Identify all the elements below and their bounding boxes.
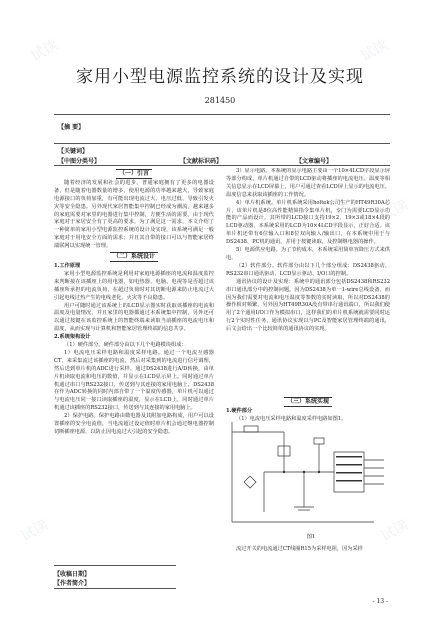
author-code: 281450 bbox=[204, 96, 236, 105]
subheading: 1.工作原理 bbox=[54, 262, 81, 269]
paragraph: 随着经济的发展和社会的进步，普通家庭拥有了更多的电器设备，但是随着电器数量的增多，使用电源的功率越来越大，导致家庭电源接口的负荷加重，有可能出现电流过大、电压过低、导致引发火灾等安全隐患。另外现代家居智能集中控制已经成为潮流，越来越多的家庭需要对家里的电器进行集中控制，方便生活的需要。由于现代家庭对于家居安全有了更高的要求，为了满足这一需求，本文介绍了一种简单的家用小型电源监控系统的设计及实现，该系统可满足一般家庭对于用电安全方面的需求；并且其自带的接口可以与智能家居终端联网以实现统一管理。 bbox=[54, 179, 214, 250]
divider bbox=[54, 143, 390, 144]
article-no-label: 【文章编号】 bbox=[296, 158, 333, 165]
paragraph: 4）单片机系统。单片机系统采用holtek公司生产的HT49R30A芯片，该单片机是8位高性能精简指令集单片机，专门为需要LCD显示功能的产品而设计。其所带的LCD接口支持19×2、19×3或18×4段的LCD驱动器，本系统采用的LCD为10×4LCD字段显示，正好合适。该单片机还带有6位输入口和8位双向输入/输出口，在本系统中用于与DS2438、PC机的通讯，并用于按键读取，及控制继电器的操作。 bbox=[226, 199, 390, 246]
paragraph: 流过开关的电流通过CT线圈R15为采样电阻，因为采样 bbox=[236, 546, 363, 552]
received-date-label: 【收稿日期】 bbox=[54, 571, 91, 578]
paragraph: （1）硬件部分。硬件部分由以下几个电路模块组成： bbox=[64, 342, 187, 349]
page-number: - 13 - bbox=[372, 598, 388, 605]
circuit-diagram-figure bbox=[224, 412, 392, 532]
divider bbox=[54, 165, 390, 166]
watermark: 试读 bbox=[378, 196, 411, 225]
divider bbox=[54, 114, 390, 115]
watermark: 试读 bbox=[358, 36, 391, 65]
clc-label: 【中图分类号】 bbox=[58, 158, 101, 165]
paragraph: 3）显示电路。本系统的显示电路主要由一个10×4LCD字段显示屏等部分构成，单片机通过自带的LCD驱动将插座的电流电压、温度等相关信息显示在LCD屏幕上，用户可通过查看LCD屏上显示的电流电压、温度信息来获取该插座的工作情况。 bbox=[226, 168, 390, 198]
figure-caption: 图1 bbox=[306, 534, 316, 540]
watermark: 试读 bbox=[18, 516, 51, 545]
paragraph: 2）保护电路。保护电路由微电器及其附加电路构成，用户可以设置插座的安全电流值，当电流超过设定值时单片机会通过继电器控制切断插座电源，以防止因电流过大引起的安全隐患。 bbox=[54, 413, 214, 435]
watermark: 试读 bbox=[28, 36, 61, 65]
author-bio-label: 【作者简介】 bbox=[54, 580, 91, 587]
section-heading: （二）系统设计 bbox=[54, 252, 214, 262]
section-heading: （三）系统实现 bbox=[226, 397, 390, 407]
paragraph: 5）电源供应电路。为了节约成本，本系统采用简单容降压方式来供电。 bbox=[226, 247, 390, 261]
paragraph: 用户可随时通过该系统上的LCD显示器实时获取该插座的电流和温度及电量情况，并且家里的电器都通过本系统集中控制，另外还可以通过按键在该监控系统上的智能终端来读取当前插座的电流电压和温度，从而实现与计算机和智能家居管理终端的信息共享。 bbox=[54, 302, 214, 333]
paragraph: 家用小型电源监控系统是利用对家庭电源插座的电流和温度监控来判断接在该插座上的用电器，如电热器、电脑、电视等是否超过该插座所承担的电流负荷，在超过负荷时对其切断电源来防止电流过大引起电线过热产生的电线老化、火灾等不良隐患。 bbox=[54, 270, 214, 301]
paragraph: 1）电流电压采样电路和温度采样电路。通过一个电流互感器CT，来采集流过该插座的电流，然后对采集到的电流进行信号调理，然后送到单片机的ADC进行采样，通过DS2438进行A/D转换，由单片机读取电流和电压的数值，并显示在LCD显示屏上。同时通过单片机通过串口与RS232接口，传送到与其连接的家用电脑上。DS2438在作为ADC转换的同时内部自带了一个温度传感器，单片机可以通过与电流电压同一接口读取插座的温度，显示在LCD上，同时通过单片机通过该插座的RS232接口，传送到与其连接的家用电脑上。 bbox=[54, 349, 214, 412]
right-column-tail bbox=[226, 546, 390, 554]
abstract-label: 【摘 要】 bbox=[58, 124, 85, 131]
doc-code-label: 【文献标识码】 bbox=[180, 158, 223, 165]
paper-title: 家用小型电源监控系统的设计及实现 bbox=[76, 67, 364, 87]
paragraph: （2）软件部分。软件部分由以下几个部分组成：DS2438驱动、RS232串口通讯驱动、LCD显示驱动、I/O口的控制。 bbox=[226, 262, 390, 277]
subheading: 1.硬件部分 bbox=[226, 407, 253, 414]
section-heading: （一）引言 bbox=[54, 169, 214, 179]
watermark: 试读 bbox=[378, 516, 411, 545]
keywords-label: 【关键词】 bbox=[58, 148, 89, 155]
paragraph: 通讯协议的设计及实现：系统中的通讯部分包括DS2438和RS232串口通讯部分中的控制问题。因为DS2438为单一1-wire总线设备，而因为我们需要对电流和电压温度等参数的实时读取，所以对DS2438的操作相对频繁，另外因为HT49R30A没有带串行通讯端口，所以我们使用了2个通用I/O口作为模拟串口，这样我们的单片机系统就需要同时运行2个实时性任务，通讯协议实现以与PC及智能家居管理终端的通讯，后文会给出一个比较简单的通讯协议的实现。 bbox=[226, 278, 390, 333]
paragraph: （1）电流电压采样电路和温度采样电路如图1。 bbox=[236, 415, 347, 422]
footer-divider bbox=[54, 565, 176, 566]
right-column bbox=[226, 168, 390, 402]
subheading: 2.系统架构设计 bbox=[54, 334, 91, 341]
footer-divider bbox=[54, 588, 176, 589]
left-column bbox=[54, 168, 214, 546]
